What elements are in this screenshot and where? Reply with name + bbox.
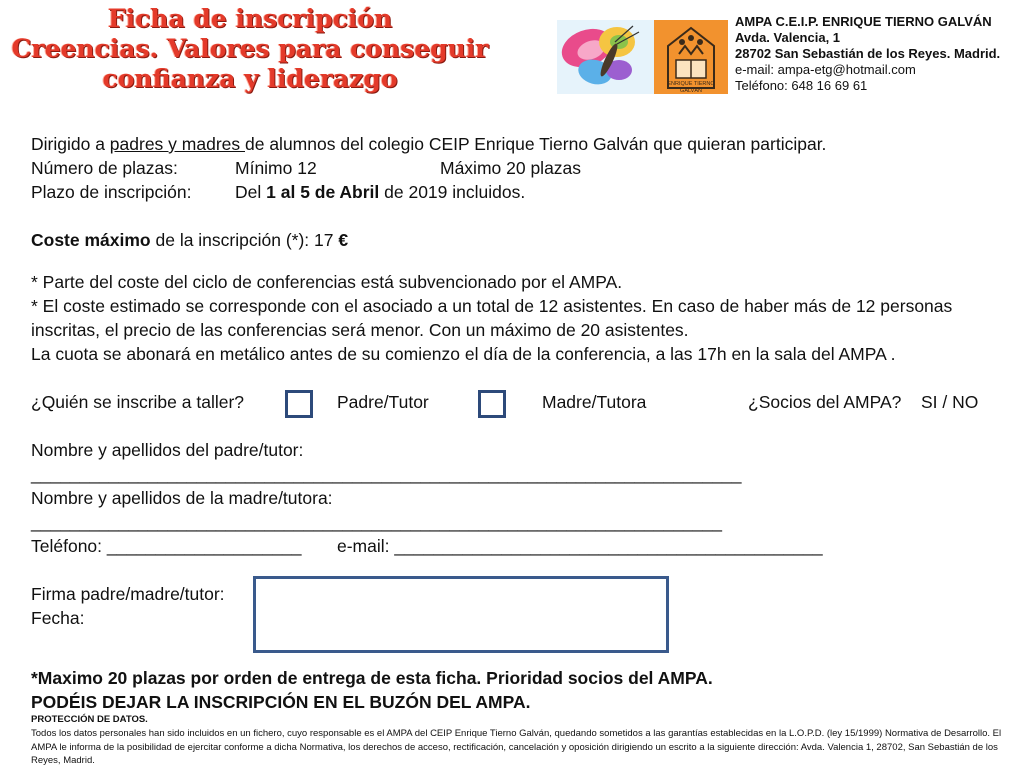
plazas-label: Número de plazas: — [31, 158, 178, 178]
madre-name-field[interactable]: _______________________________________________________________________ — [31, 512, 723, 532]
school-logo-text: ENRIQUE TIERNO GALVÁN — [667, 81, 715, 94]
plazo-label: Plazo de inscripción: — [31, 182, 192, 202]
school-logo — [654, 20, 728, 94]
plazo-day2: 5 de Abril — [300, 182, 380, 202]
title-line-1: Ficha de inscripción — [107, 4, 393, 33]
title-line-3: confianza y liderazgo — [102, 64, 398, 93]
form-title — [0, 4, 500, 94]
padre-name-label: Nombre y apellidos del padre/tutor: — [31, 440, 304, 460]
padre-checkbox[interactable] — [285, 390, 313, 418]
intro-line — [31, 133, 826, 155]
plazas-min: Mínimo 12 — [235, 158, 317, 178]
proteccion-text: Todos los datos personales han sido incluidos en un fichero, cuyo responsable es el AMPA del CEIP Enrique Tierno Galván, quedando sometidos a las garantías establecidas en la L.O.P.D. (ley 15/1999) Normativa de Desarrollo. El AMPA le informa de la posibilidad de ejercitar conforme a dicha Normativa, los derechos de acceso, rectificación, cancelación y oposición dirigiendo un escrito a la siguiente dirección: Avda. Valencia 1, 28702, San Sebastián de los Reyes, Madrid. — [31, 728, 1002, 766]
ampa-phone: Teléfono: 648 16 69 61 — [735, 78, 868, 93]
butterfly-icon — [557, 20, 654, 94]
coste-text: de la inscripción (*): 17 — [150, 230, 339, 250]
footer-buzon-note: PODÉIS DEJAR LA INSCRIPCIÓN EN EL BUZÓN DEL AMPA. — [31, 692, 531, 712]
madre-checkbox[interactable] — [478, 390, 506, 418]
footer-plazas-note: *Maximo 20 plazas por orden de entrega de esta ficha. Prioridad socios del AMPA. — [31, 668, 713, 688]
signature-box[interactable] — [253, 576, 669, 653]
madre-option-label: Madre/Tutora — [542, 392, 647, 412]
plazo-al: al — [275, 182, 301, 202]
email-field[interactable]: e-mail: ____________________________________________ — [337, 536, 823, 556]
butterfly-logo — [557, 20, 654, 94]
padre-name-field[interactable]: _________________________________________________________________________ — [31, 464, 742, 484]
coste-line — [31, 229, 348, 251]
ampa-contact — [735, 14, 1024, 94]
plazo-day1: 1 — [266, 182, 276, 202]
fecha-label: Fecha: — [31, 608, 85, 628]
note-4: La cuota se abonará en metálico antes de su comienzo el día de la conferencia, a las 17h en la sala del AMPA . — [31, 344, 896, 364]
who-question: ¿Quién se inscribe a taller? — [31, 392, 245, 412]
madre-name-label: Nombre y apellidos de la madre/tutora: — [31, 488, 333, 508]
ampa-city: 28702 San Sebastián de los Reyes. Madrid. — [735, 46, 1001, 61]
ampa-email: e-mail: ampa-etg@hotmail.com — [735, 62, 916, 77]
coste-bold: Coste máximo — [31, 230, 151, 250]
note-3: inscritas, el precio de las conferencias será menor. Con un máximo de 20 asistentes. — [31, 320, 689, 340]
intro-pre: Dirigido a — [31, 134, 110, 154]
intro-highlight: padres y madres — [109, 134, 245, 154]
socios-question: ¿Socios del AMPA? — [748, 392, 902, 412]
coste-euro: € — [338, 230, 349, 250]
intro-post: de alumnos del colegio CEIP Enrique Tierno Galván que quieran participar. — [245, 134, 827, 154]
plazo-del: Del — [235, 182, 267, 202]
ampa-name: AMPA C.E.I.P. ENRIQUE TIERNO GALVÁN — [735, 14, 992, 29]
proteccion-title: PROTECCIÓN DE DATOS. — [31, 714, 148, 725]
note-2: * El coste estimado se corresponde con el asociado a un total de 12 asistentes. En caso de haber más de 12 personas — [31, 296, 953, 316]
padre-option-label: Padre/Tutor — [337, 392, 429, 412]
plazo-dates — [235, 181, 525, 203]
telefono-field[interactable]: Teléfono: ____________________ — [31, 536, 302, 556]
note-1: * Parte del coste del ciclo de conferencias está subvencionado por el AMPA. — [31, 272, 623, 292]
plazas-max: Máximo 20 plazas — [440, 158, 582, 178]
title-line-2: Creencias. Valores para conseguir — [11, 34, 489, 63]
socios-answer: SI / NO — [921, 392, 979, 412]
firma-label: Firma padre/madre/tutor: — [31, 584, 225, 604]
ampa-address: Avda. Valencia, 1 — [735, 30, 841, 45]
plazo-post: de 2019 incluidos. — [379, 182, 526, 202]
